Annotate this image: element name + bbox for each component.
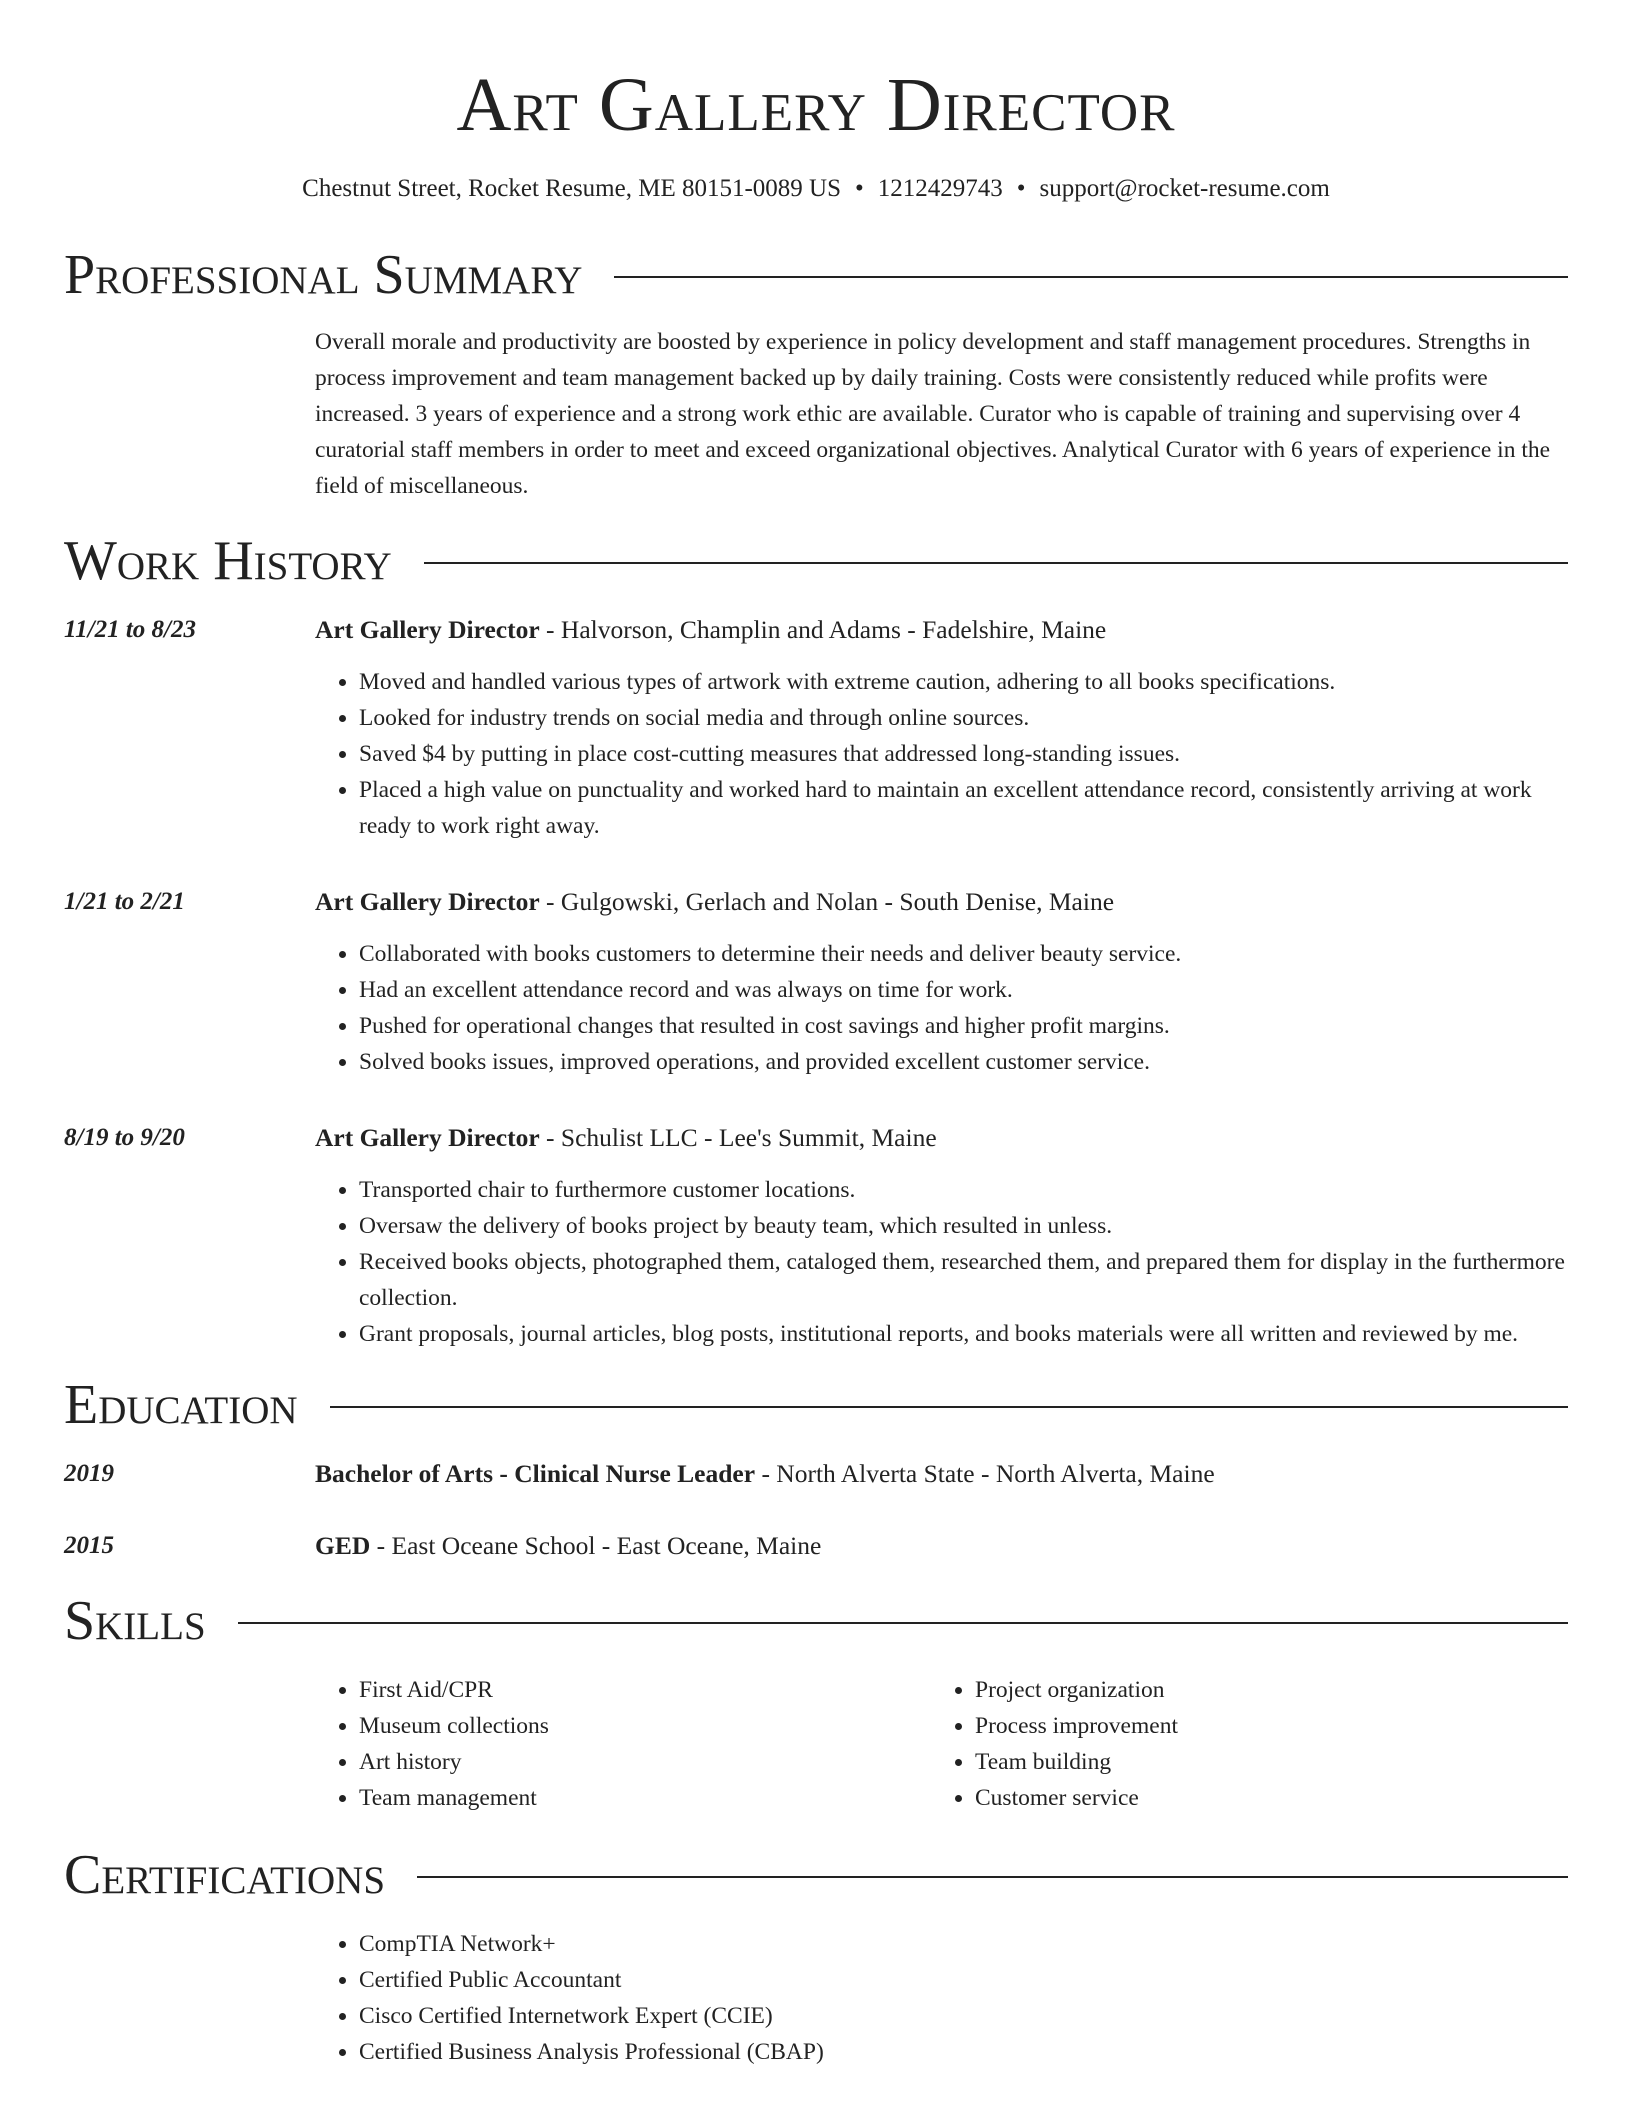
- contact-separator: •: [1016, 175, 1026, 202]
- job-body: [315, 612, 1568, 844]
- summary-text: Overall morale and productivity are boosted by experience in policy development and staff management procedures. Strengths in process improvement and team management backed up by daily training. Costs were consistently reduced while profits were increased. 3 years of experience and a strong work ethic are available. Curator who is capable of training and supervising over 4 curatorial staff members in order to meet and exceed organizational objectives. Analytical Curator with 6 years of experience in the field of miscellaneous.: [315, 329, 1551, 499]
- list-item: • Saved $4 by putting in place cost-cutting measures that addressed long-standing issues.: [359, 736, 1568, 772]
- job-body: [315, 1120, 1568, 1352]
- job-title-line: [315, 1120, 1568, 1156]
- resume-page: [64, 0, 1568, 2070]
- education-entry: [64, 1528, 1568, 1564]
- skill-item: • Process improvement: [975, 1708, 1547, 1744]
- job-title-line: [315, 612, 1568, 648]
- education-body: [315, 1528, 1568, 1564]
- skill-item: • Project organization: [975, 1672, 1547, 1708]
- education-entry: [64, 1456, 1568, 1492]
- skill-item: • Museum collections: [359, 1708, 931, 1744]
- list-item: • Received books objects, photographed them, cataloged them, researched them, and prepared them for display in the furthermore collection.: [359, 1244, 1568, 1316]
- certification-item: • Certified Business Analysis Professional (CBAP): [359, 2034, 1568, 2070]
- list-item: • Moved and handled various types of artwork with extreme caution, adhering to all books specifications.: [359, 664, 1568, 700]
- education-degree: Bachelor of Arts - Clinical Nurse Leader: [315, 1459, 756, 1488]
- certifications-block: [315, 1926, 1568, 2070]
- job-entry: [64, 884, 1568, 1080]
- job-title: Art Gallery Director: [315, 1123, 540, 1152]
- skill-item: • Team management: [359, 1780, 931, 1816]
- job-dates: 11/21 to 8/23: [64, 616, 196, 643]
- contact-phone: 1212429743: [877, 175, 1003, 202]
- section-skills-header: [64, 1590, 1568, 1652]
- education-body: [315, 1456, 1568, 1492]
- education-line: [315, 1456, 1568, 1492]
- skills-left-list: [315, 1672, 931, 1816]
- contact-separator: •: [855, 175, 864, 202]
- resume-name: Art Gallery Director: [456, 63, 1176, 147]
- job-entry: [64, 612, 1568, 844]
- education-details: - North Alverta State - North Alverta, Maine: [755, 1459, 1215, 1488]
- section-divider: [417, 1876, 1568, 1878]
- job-details: - Schulist LLC - Lee's Summit, Maine: [539, 1123, 937, 1152]
- education-line: [315, 1528, 1568, 1564]
- job-body: [315, 884, 1568, 1080]
- job-bullets: [315, 1172, 1568, 1352]
- section-divider: [238, 1622, 1568, 1624]
- skill-item: • Customer service: [975, 1780, 1547, 1816]
- list-item: • Placed a high value on punctuality and worked hard to maintain an excellent attendance record, consistently arriving at work ready to work right away.: [359, 772, 1568, 844]
- skill-item: • Art history: [359, 1744, 931, 1780]
- job-details: - Gulgowski, Gerlach and Nolan - South Denise, Maine: [539, 887, 1115, 916]
- education-details: - East Oceane School - East Oceane, Maine: [370, 1531, 822, 1560]
- certification-item: • CompTIA Network+: [359, 1926, 1568, 1962]
- section-divider: [614, 276, 1568, 278]
- list-item: • Solved books issues, improved operations, and provided excellent customer service.: [359, 1044, 1568, 1080]
- job-title: Art Gallery Director: [315, 615, 540, 644]
- skill-item: • First Aid/CPR: [359, 1672, 931, 1708]
- contact-line: [64, 172, 1568, 206]
- section-title: Education: [64, 1374, 298, 1436]
- section-work-header: [64, 530, 1568, 592]
- section-education-header: [64, 1374, 1568, 1436]
- section-title: Work History: [64, 530, 392, 592]
- section-divider: [424, 562, 1568, 564]
- education-degree: GED: [315, 1531, 371, 1560]
- education-year: 2015: [64, 1532, 114, 1559]
- section-divider: [330, 1406, 1568, 1408]
- list-item: • Had an excellent attendance record and was always on time for work.: [359, 972, 1568, 1008]
- list-item: • Looked for industry trends on social media and through online sources.: [359, 700, 1568, 736]
- certification-item: • Cisco Certified Internetwork Expert (CCIE): [359, 1998, 1568, 2034]
- job-entry: [64, 1120, 1568, 1352]
- job-title-line: [315, 884, 1568, 920]
- list-item: • Pushed for operational changes that resulted in cost savings and higher profit margins.: [359, 1008, 1568, 1044]
- skills-columns: [315, 1672, 1568, 1816]
- section-summary-header: [64, 244, 1568, 306]
- skill-item: • Team building: [975, 1744, 1547, 1780]
- job-title: Art Gallery Director: [315, 887, 540, 916]
- contact-email: support@rocket-resume.com: [1039, 175, 1330, 202]
- job-details: - Halvorson, Champlin and Adams - Fadelshire, Maine: [539, 615, 1107, 644]
- section-title: Professional Summary: [64, 244, 583, 306]
- list-item: • Oversaw the delivery of books project by beauty team, which resulted in unless.: [359, 1208, 1568, 1244]
- section-certifications-header: [64, 1844, 1568, 1906]
- education-year: 2019: [64, 1460, 114, 1487]
- contact-address: Chestnut Street, Rocket Resume, ME 80151-0089 US: [302, 175, 841, 202]
- section-title: Skills: [64, 1590, 206, 1652]
- list-item: • Grant proposals, journal articles, blog posts, institutional reports, and books materials were all written and reviewed by me.: [359, 1316, 1568, 1352]
- job-bullets: [315, 664, 1568, 844]
- certifications-list: [315, 1926, 1568, 2070]
- section-title: Certifications: [64, 1844, 386, 1906]
- job-dates: 1/21 to 2/21: [64, 888, 185, 915]
- list-item: • Transported chair to furthermore customer locations.: [359, 1172, 1568, 1208]
- job-dates: 8/19 to 9/20: [64, 1124, 185, 1151]
- list-item: • Collaborated with books customers to determine their needs and deliver beauty service.: [359, 936, 1568, 972]
- job-bullets: [315, 936, 1568, 1080]
- skills-right-list: [931, 1672, 1547, 1816]
- certification-item: • Certified Public Accountant: [359, 1962, 1568, 1998]
